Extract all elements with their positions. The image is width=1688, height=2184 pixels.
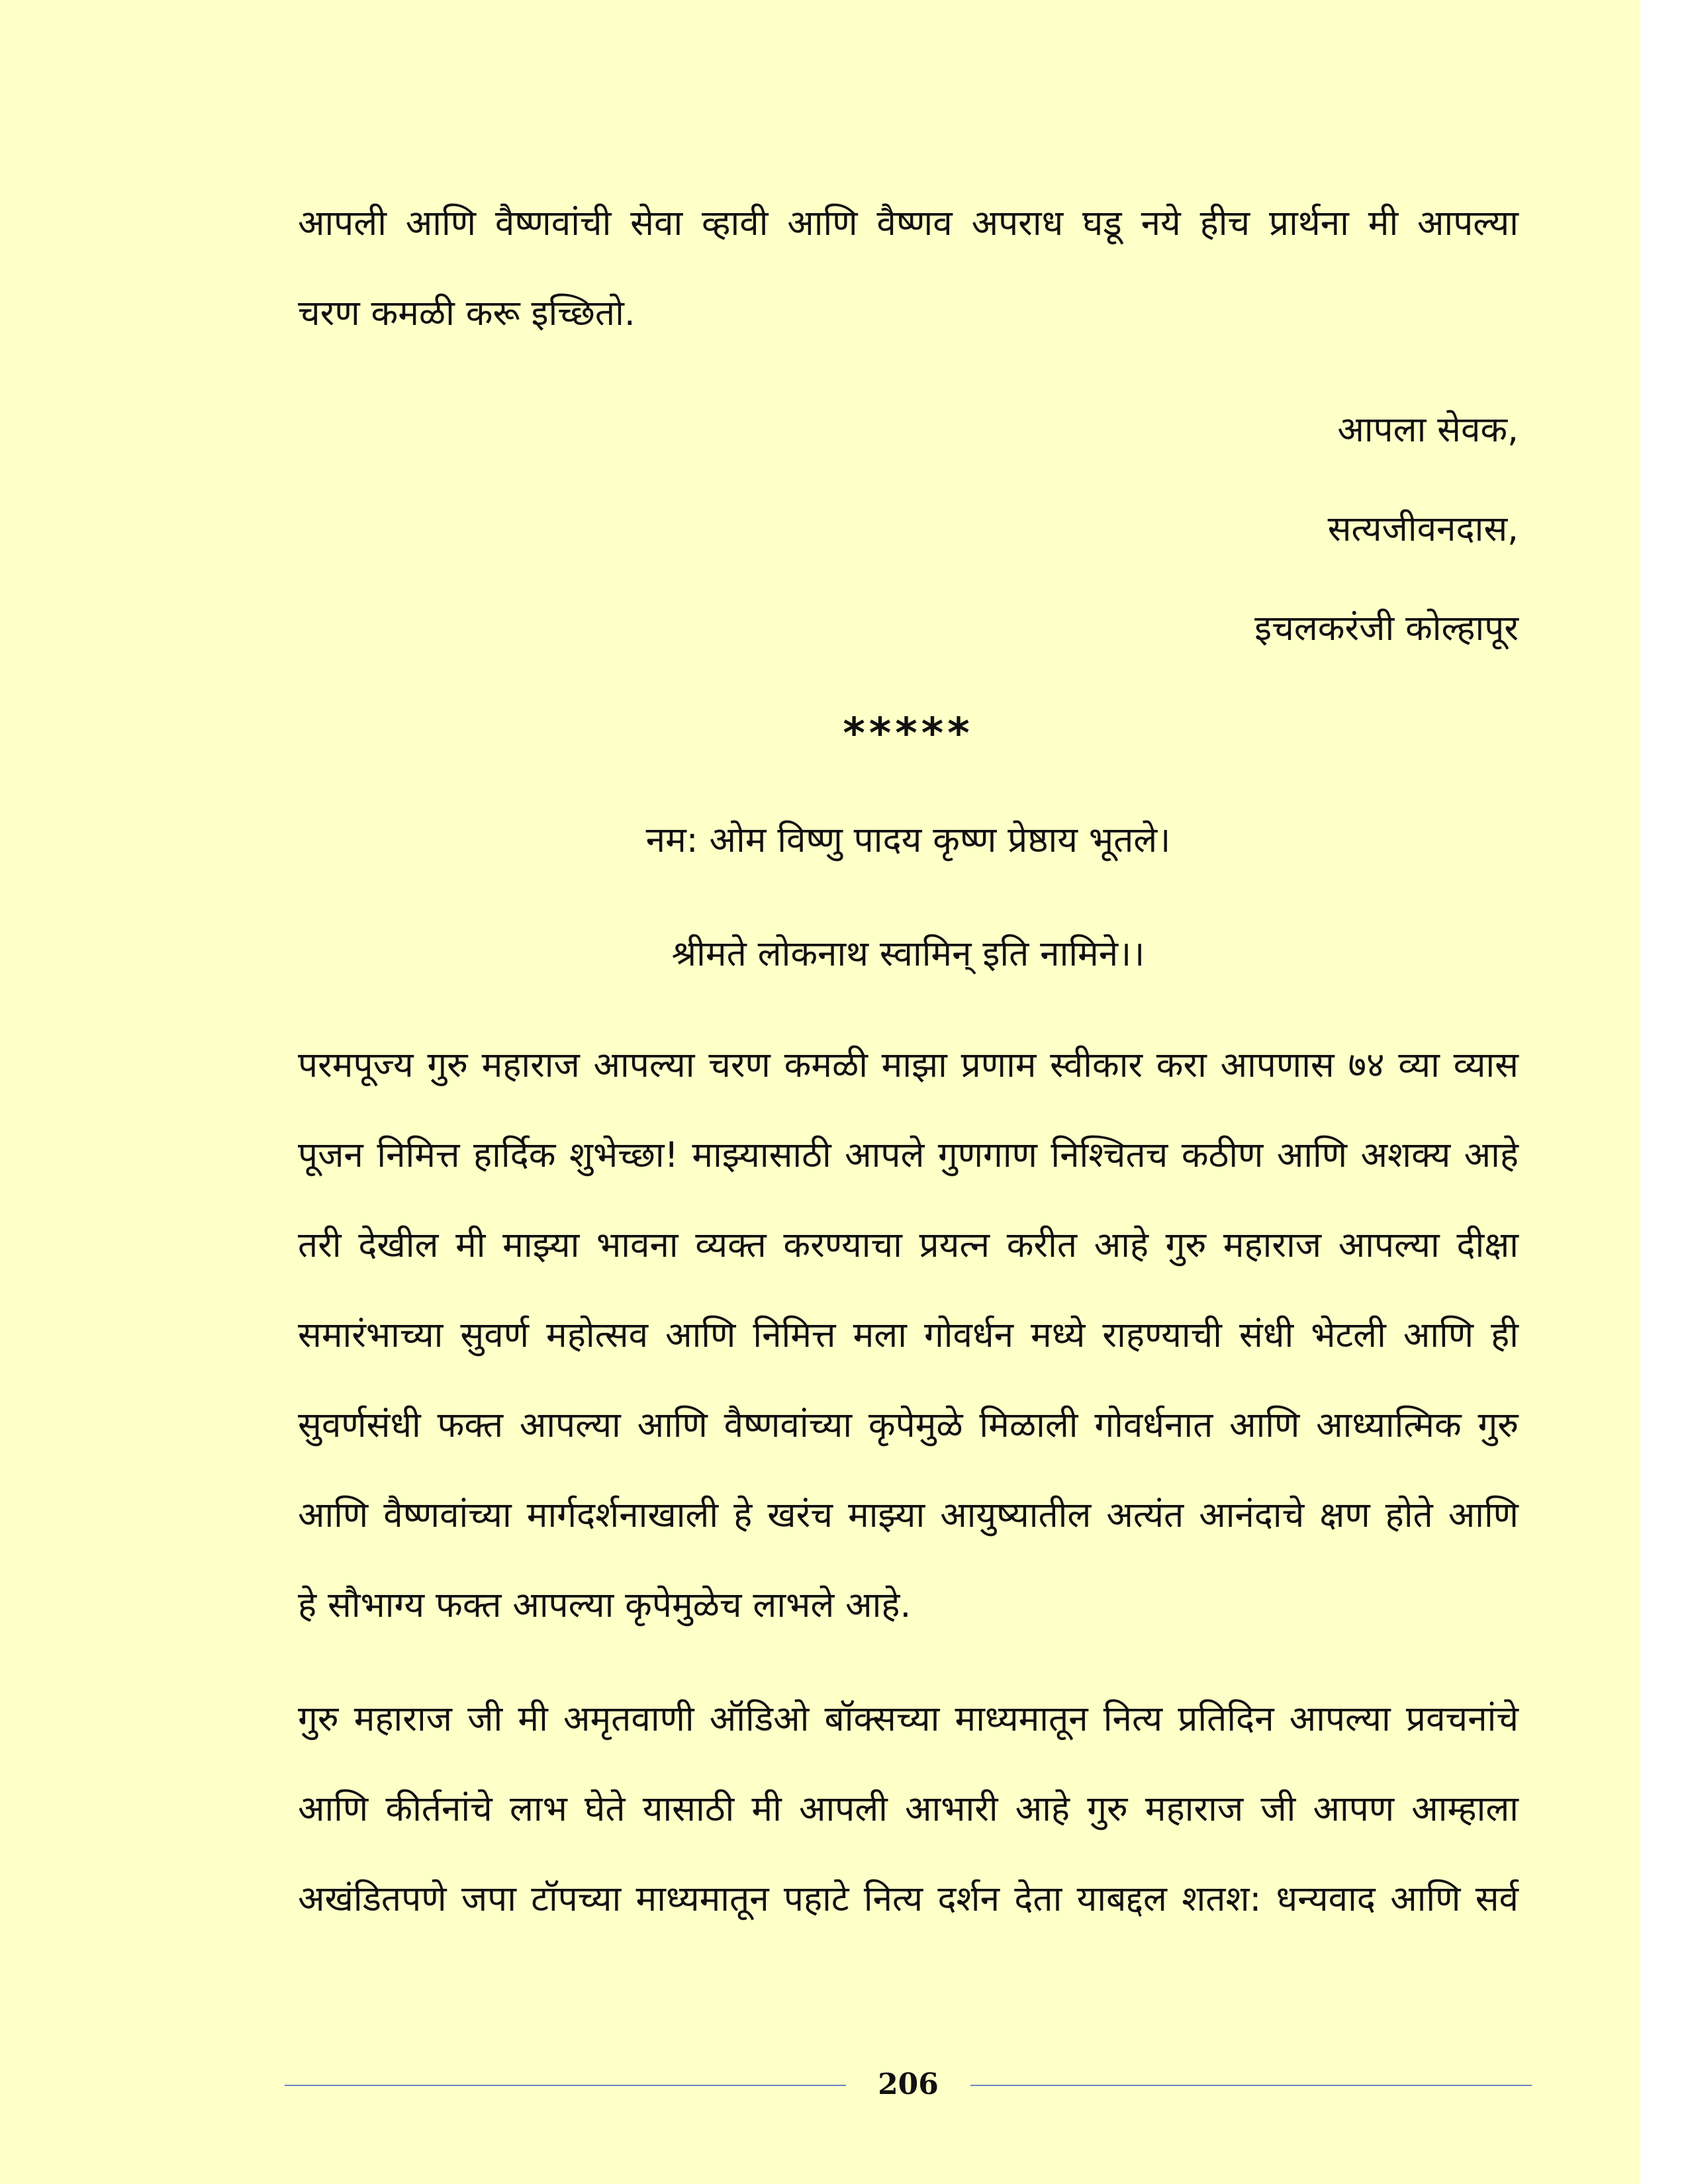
signature-closing: आपला सेवक,	[1337, 410, 1519, 450]
page-number: 206	[878, 2068, 939, 2101]
section-separator: *****	[843, 709, 974, 758]
text-line: सुवर्णसंधी फक्त आपल्या आणि वैष्णवांच्या कृपेमुळे मिळाली गोवर्धनात आणि आध्यात्मिक गुरु	[298, 1405, 1519, 1445]
text-line: आणि वैष्णवांच्या मार्गदर्शनाखाली हे खरंच माझ्या आयुष्यातील अत्यंत आनंदाचे क्षण होते आणि	[298, 1495, 1519, 1535]
text-line: पूजन निमित्त हार्दिक शुभेच्छा! माझ्यासाठी आपले गुणगाण निश्चितच कठीण आणि अशक्य आहे	[298, 1135, 1519, 1175]
page-footer	[285, 2058, 1532, 2111]
signature-place: इचलकरंजी कोल्हापूर	[1254, 608, 1519, 649]
verse-line-2: श्रीमते लोकनाथ स्वामिन् इति नामिने।।	[671, 934, 1145, 974]
footer-rule-left	[285, 2085, 846, 2086]
opening-paragraph	[298, 179, 1519, 359]
body-paragraph-2	[298, 1674, 1519, 1944]
body-paragraph-1	[298, 1021, 1519, 1651]
signature-block	[298, 385, 1519, 674]
text-line: आपली आणि वैष्णवांची सेवा व्हावी आणि वैष्णव अपराध घडू नये हीच प्रार्थना मी आपल्या	[298, 203, 1519, 244]
text-line: परमपूज्य गुरु महाराज आपल्या चरण कमळी माझा प्रणाम स्वीकार करा आपणास ७४ व्या व्यास	[298, 1045, 1519, 1085]
text-line: चरण कमळी करू इच्छितो.	[298, 293, 635, 334]
text-line: अखंडितपणे जपा टॉपच्या माध्यमातून पहाटे नित्य दर्शन देता याबद्दल शतश: धन्यवाद आणि सर्व	[298, 1879, 1519, 1919]
text-line: हे सौभाग्य फक्त आपल्या कृपेमुळेच लाभले आहे.	[298, 1585, 912, 1625]
text-line: समारंभाच्या सुवर्ण महोत्सव आणि निमित्त मला गोवर्धन मध्ये राहण्याची संधी भेटली आणि ही	[298, 1315, 1519, 1355]
verse-block	[298, 784, 1519, 1011]
footer-rule-right	[970, 2085, 1532, 2086]
text-line: तरी देखील मी माझ्या भावना व्यक्त करण्याचा प्रयत्न करीत आहे गुरु महाराज आपल्या दीक्षा	[298, 1225, 1519, 1265]
text-line: आणि कीर्तनांचे लाभ घेते यासाठी मी आपली आभारी आहे गुरु महाराज जी आपण आम्हाला	[298, 1789, 1519, 1829]
text-line: गुरु महाराज जी मी अमृतवाणी ऑडिओ बॉक्सच्या माध्यमातून नित्य प्रतिदिन आपल्या प्रवचनांचे	[298, 1699, 1519, 1739]
page-margin	[1640, 0, 1688, 2184]
page-content	[298, 179, 1519, 1944]
signature-name: सत्यजीवनदास,	[1327, 509, 1519, 549]
verse-line-1: नम: ओम विष्णु पादय कृष्ण प्रेष्ठाय भूतले।	[645, 820, 1171, 860]
